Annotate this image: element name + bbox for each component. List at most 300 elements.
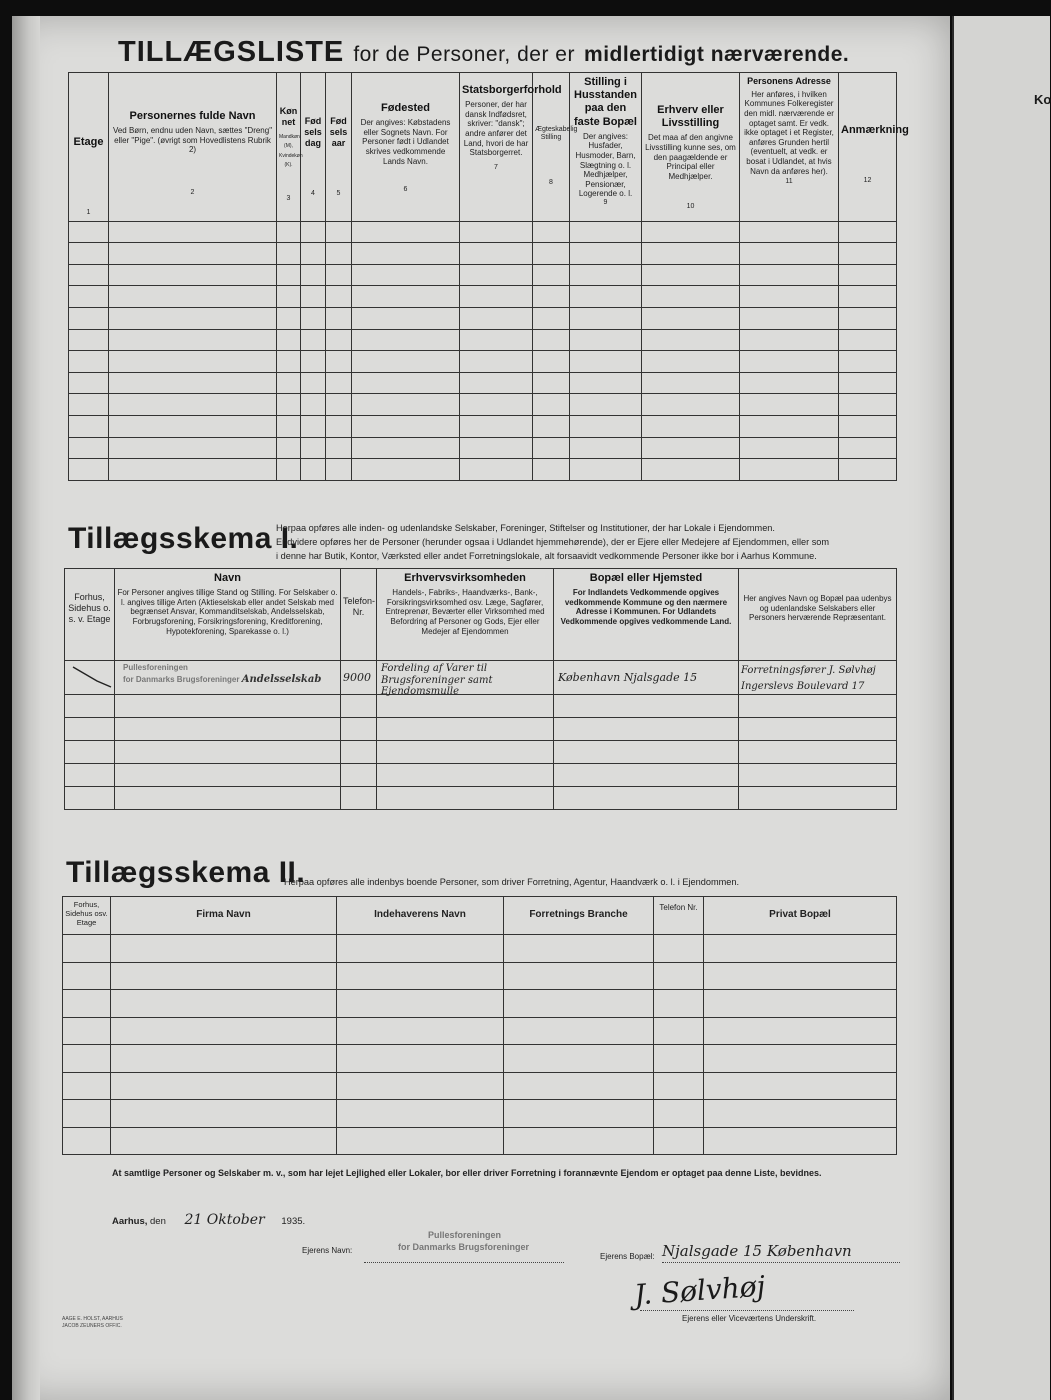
main-list-blank-cell	[533, 437, 570, 459]
skema2-blank-cell	[504, 1100, 654, 1128]
main-list-blank-cell	[533, 394, 570, 416]
s1-entry-navn	[115, 661, 341, 695]
main-list-blank-cell	[277, 307, 301, 329]
main-list-blank-cell	[352, 221, 460, 243]
main-list-blank-cell	[570, 221, 642, 243]
main-list-blank-cell	[109, 415, 277, 437]
main-list-blank-cell	[352, 437, 460, 459]
skema1-blank-cell	[739, 695, 897, 718]
main-list-blank-cell	[326, 286, 352, 308]
skema2-blank-cell	[504, 1017, 654, 1045]
signature: J. Sølvhøj	[633, 1269, 767, 1312]
s1-col-erhverv: Erhvervsvirksomheden Handels-, Fabriks-, Haandværks-, Bank-, Forsikringsvirksomhed osv. Læge, Sagfører, Entreprenør, Beværter eller Virksomhed med Befordring af Personer og Gods, Ejer eller Medejer af Ejendommen	[377, 569, 554, 661]
main-list-blank-cell	[277, 415, 301, 437]
main-list-blank-cell	[301, 437, 326, 459]
main-list-blank-cell	[740, 286, 839, 308]
main-list-blank-cell	[570, 394, 642, 416]
skema2-blank-cell	[654, 1072, 704, 1100]
page-binding	[12, 16, 40, 1400]
signature-label: Ejerens eller Viceværtens Underskrift.	[682, 1314, 817, 1323]
skema2-blank-cell	[63, 1017, 111, 1045]
s1-entry-etage	[65, 661, 115, 695]
skema1-blank-cell	[377, 787, 554, 810]
main-list-blank-cell	[642, 351, 740, 373]
main-list-table	[68, 72, 909, 481]
main-list-blank-cell	[533, 372, 570, 394]
main-list-blank-cell	[642, 286, 740, 308]
skema2-intro: Herpaa opføres alle indenbys boende Personer, som driver Forretning, Agentur, Haandværk o. l. i Ejendommen.	[284, 877, 740, 887]
main-list-blank-cell	[570, 351, 642, 373]
main-list-blank-cell	[642, 437, 740, 459]
skema1-blank-cell	[377, 764, 554, 787]
adjacent-page	[952, 16, 1050, 1400]
printer-mark	[62, 1316, 123, 1329]
main-list-blank-cell	[570, 329, 642, 351]
skema1-blank-cell	[115, 764, 341, 787]
main-list-blank-cell	[460, 351, 533, 373]
main-list-blank-cell	[460, 307, 533, 329]
main-list-blank-cell	[352, 459, 460, 481]
main-list-blank-cell	[570, 307, 642, 329]
main-list-blank-cell	[839, 307, 897, 329]
main-list-blank-cell	[326, 264, 352, 286]
skema2-blank-cell	[504, 1072, 654, 1100]
main-list-blank-cell	[642, 221, 740, 243]
main-list-blank-cell	[277, 351, 301, 373]
main-list-blank-cell	[460, 329, 533, 351]
skema2-blank-cell	[111, 1017, 337, 1045]
skema2-blank-cell	[654, 1045, 704, 1073]
main-list-blank-cell	[69, 372, 109, 394]
main-list-blank-cell	[740, 415, 839, 437]
skema2-blank-cell	[111, 990, 337, 1018]
s1-col-telefon: Telefon-Nr.	[341, 569, 377, 661]
main-list-blank-cell	[460, 264, 533, 286]
main-list-blank-cell	[69, 415, 109, 437]
signature-line	[640, 1310, 854, 1311]
main-list-blank-cell	[109, 459, 277, 481]
main-list-blank-cell	[301, 372, 326, 394]
main-list-blank-cell	[839, 264, 897, 286]
main-list-blank-cell	[642, 307, 740, 329]
main-list-blank-cell	[460, 437, 533, 459]
main-list-blank-cell	[570, 243, 642, 265]
main-list-blank-cell	[326, 307, 352, 329]
main-list-blank-cell	[109, 351, 277, 373]
main-list-blank-cell	[533, 351, 570, 373]
skema1-blank-cell	[65, 718, 115, 741]
main-list-blank-cell	[740, 372, 839, 394]
date-line	[112, 1212, 305, 1228]
skema1-blank-cell	[341, 718, 377, 741]
main-list-blank-cell	[642, 394, 740, 416]
main-list-blank-cell	[570, 264, 642, 286]
skema1-blank-cell	[554, 787, 739, 810]
main-list-blank-cell	[642, 264, 740, 286]
skema2-blank-cell	[63, 1100, 111, 1128]
skema1-blank-row	[65, 695, 897, 718]
skema1-header-row	[65, 569, 897, 661]
main-list-blank-cell	[642, 415, 740, 437]
main-list-blank-cell	[533, 286, 570, 308]
col-foedselsaar: Fødselsaar 5	[326, 73, 352, 222]
skema2-blank-cell	[654, 935, 704, 963]
main-list-blank-row	[69, 459, 897, 481]
skema1-blank-cell	[739, 718, 897, 741]
skema1-blank-cell	[115, 695, 341, 718]
skema2-blank-cell	[63, 1045, 111, 1073]
col-personens-adresse: Personens Adresse Her anføres, i hvilken Kommunes Folkeregister den midl. nærværende er optaget samt. Er vedk. ikke optaget i et Register, anføres Grunden hertil (eventuelt, at vedk. er bosat i Udlandet, at hvis Navn da anføres her). 11	[740, 73, 839, 222]
main-title	[118, 36, 849, 69]
s1-col-bopael: Bopæl eller Hjemsted For Indlandets Vedkommende opgives vedkommende Kommune og den nærmere Adresse i Kommunen. For Udlandets Vedkommende opgives vedkommende Land.	[554, 569, 739, 661]
main-list-blank-cell	[740, 459, 839, 481]
main-list-blank-cell	[570, 415, 642, 437]
skema1-intro-line3: i denne har Butik, Kontor, Værksted eller andet Forretningslokale, alt forsaavidt vedkommende Personer ikke bor i Aarhus Kommune.	[276, 550, 817, 561]
skema2-blank-row	[63, 990, 897, 1018]
main-list-blank-cell	[109, 286, 277, 308]
main-list-blank-cell	[109, 264, 277, 286]
main-list-blank-cell	[277, 243, 301, 265]
skema2-blank-cell	[111, 1045, 337, 1073]
main-list-blank-cell	[533, 459, 570, 481]
skema1-blank-cell	[341, 787, 377, 810]
year-value: 1935.	[281, 1216, 306, 1227]
skema1-blank-cell	[554, 764, 739, 787]
main-list-blank-cell	[326, 221, 352, 243]
main-list-blank-cell	[69, 459, 109, 481]
main-list-blank-cell	[839, 286, 897, 308]
main-list-blank-cell	[740, 437, 839, 459]
skema1-blank-cell	[115, 787, 341, 810]
main-list-blank-cell	[642, 329, 740, 351]
skema2-blank-row	[63, 1045, 897, 1073]
main-subtitle: for de Personer, der er	[353, 43, 575, 66]
skema1-intro-line2: Endvidere opføres her de Personer (herunder ogsaa i Udlandet hjemmehørende), der er Ejere eller Medejere af Ejendommen, eller som	[276, 536, 830, 547]
main-list-blank-cell	[69, 243, 109, 265]
main-list-blank-cell	[570, 437, 642, 459]
skema2-blank-cell	[337, 1127, 504, 1155]
s1-col-etage: Forhus, Sidehus o. s. v. Etage	[65, 569, 115, 661]
owner-stamp-line1: Pullesforeningen	[428, 1230, 502, 1240]
skema2-blank-cell	[504, 990, 654, 1018]
skema1-blank-cell	[377, 718, 554, 741]
skema1-table	[64, 568, 897, 810]
main-list-blank-cell	[460, 459, 533, 481]
main-list-blank-cell	[326, 437, 352, 459]
main-list-blank-cell	[460, 372, 533, 394]
main-list-blank-cell	[839, 329, 897, 351]
main-list-blank-cell	[533, 415, 570, 437]
s2-col-indehaver: Indehaverens Navn	[337, 897, 504, 935]
main-list-blank-cell	[570, 286, 642, 308]
main-list-blank-cell	[642, 243, 740, 265]
main-list-blank-cell	[109, 437, 277, 459]
main-list-blank-cell	[277, 372, 301, 394]
owner-stamp-line2: for Danmarks Brugsforeninger	[398, 1241, 530, 1252]
skema1-blank-cell	[554, 741, 739, 764]
skema2-blank-cell	[337, 1017, 504, 1045]
skema1-blank-cell	[554, 718, 739, 741]
main-list-blank-cell	[839, 437, 897, 459]
skema2-blank-cell	[504, 1045, 654, 1073]
main-list-blank-cell	[740, 264, 839, 286]
main-list-blank-cell	[839, 394, 897, 416]
main-list-blank-cell	[570, 459, 642, 481]
skema2-blank-cell	[337, 1045, 504, 1073]
skema1-entry-row	[65, 661, 897, 695]
owner-address: Njalsgade 15 København	[662, 1242, 852, 1260]
main-list-blank-cell	[570, 372, 642, 394]
skema2-blank-cell	[704, 962, 897, 990]
main-list-blank-cell	[460, 221, 533, 243]
skema1-title: Tillægsskema I.	[68, 522, 299, 555]
main-list-blank-cell	[109, 394, 277, 416]
col-koennet: Kønnet Mandkøn (M), Kvindekøn (K). 3	[277, 73, 301, 222]
col-stilling-husstand: Stilling i Husstanden paa den faste Bopæl Der angives: Husfader, Husmoder, Barn, Slægtning o. l. Medhjælper, Pensionær, Logerende o. l. 9	[570, 73, 642, 222]
col-foedested: Fødested Der angives: Købstadens eller Sognets Navn. For Personer født i Udlandet skrives vedkommende Lands Navn. 6	[352, 73, 460, 222]
skema2-blank-cell	[63, 1127, 111, 1155]
main-list-blank-cell	[352, 243, 460, 265]
printer-line1: AAGE E. HOLST, AARHUS	[62, 1316, 123, 1322]
main-list-blank-row	[69, 437, 897, 459]
skema2-blank-cell	[63, 962, 111, 990]
skema1-blank-row	[65, 741, 897, 764]
main-list-blank-cell	[277, 394, 301, 416]
main-list-blank-row	[69, 329, 897, 351]
s1-rep-line1: Forretningsfører J. Sølvhøj	[741, 665, 876, 676]
dash-mark-icon	[65, 661, 115, 695]
main-list-header-row	[69, 73, 897, 222]
s2-col-etage: Forhus, Sidehus osv. Etage	[63, 897, 111, 935]
main-list-blank-row	[69, 415, 897, 437]
skema1-blank-cell	[377, 741, 554, 764]
main-list-blank-cell	[839, 372, 897, 394]
main-list-blank-cell	[839, 459, 897, 481]
main-list-blank-cell	[277, 264, 301, 286]
skema2-blank-cell	[337, 1100, 504, 1128]
col-aegteskabelig: Ægteskabelig Stilling 8	[533, 73, 570, 222]
main-list-blank-cell	[352, 286, 460, 308]
main-list-blank-cell	[642, 459, 740, 481]
main-list-blank-cell	[69, 351, 109, 373]
main-list-blank-row	[69, 286, 897, 308]
skema2-blank-cell	[111, 1100, 337, 1128]
skema2-blank-cell	[111, 935, 337, 963]
main-list-blank-cell	[326, 415, 352, 437]
skema1-blank-cell	[115, 718, 341, 741]
s1-entry-telefon: 9000	[341, 661, 377, 695]
main-list-blank-cell	[109, 221, 277, 243]
main-list-blank-row	[69, 351, 897, 373]
main-list-blank-cell	[69, 394, 109, 416]
main-list-blank-cell	[533, 243, 570, 265]
skema2-blank-cell	[504, 1127, 654, 1155]
den-label: den	[150, 1216, 166, 1227]
col-erhverv: Erhverv eller Livsstilling Det maa af den angivne Livsstilling kunne ses, om den paagældende er Principal eller Medhjælper. 10	[642, 73, 740, 222]
s1-entry-bopael: København Njalsgade 15	[554, 661, 739, 695]
skema2-blank-cell	[654, 1100, 704, 1128]
main-list-blank-cell	[109, 243, 277, 265]
main-list-blank-cell	[533, 264, 570, 286]
main-list-blank-cell	[352, 307, 460, 329]
skema1-blank-cell	[341, 764, 377, 787]
main-list-blank-cell	[69, 437, 109, 459]
main-list-blank-row	[69, 372, 897, 394]
main-list-blank-cell	[277, 329, 301, 351]
main-list-blank-cell	[839, 221, 897, 243]
skema2-blank-cell	[504, 935, 654, 963]
main-list-blank-cell	[69, 329, 109, 351]
skema2-blank-cell	[63, 1072, 111, 1100]
skema1-blank-row	[65, 764, 897, 787]
s1-stamp: Pullesforeningen for Danmarks Brugsforeninger Andelsselskab	[123, 663, 322, 686]
main-list-blank-cell	[326, 459, 352, 481]
col-anmaerkning: Anmærkning 12	[839, 73, 897, 222]
col-fulde-navn: Personernes fulde Navn Ved Børn, endnu uden Navn, sættes "Dreng" eller "Pige". (øvrigt som Hovedlistens Rubrik 2) 2	[109, 73, 277, 222]
skema2-blank-row	[63, 962, 897, 990]
main-list-blank-cell	[277, 286, 301, 308]
main-list-blank-cell	[839, 243, 897, 265]
main-list-blank-cell	[352, 415, 460, 437]
skema1-blank-cell	[739, 764, 897, 787]
main-list-blank-cell	[352, 394, 460, 416]
owner-name-label: Ejerens Navn:	[302, 1246, 353, 1255]
main-list-blank-cell	[69, 264, 109, 286]
main-list-blank-cell	[109, 372, 277, 394]
s2-col-firma: Firma Navn	[111, 897, 337, 935]
main-list-blank-cell	[301, 286, 326, 308]
s1-entry-repraesentant	[739, 661, 897, 695]
skema2-blank-cell	[704, 935, 897, 963]
main-list-blank-cell	[460, 394, 533, 416]
skema2-blank-cell	[654, 990, 704, 1018]
skema1-blank-cell	[65, 764, 115, 787]
skema2-blank-cell	[337, 1072, 504, 1100]
skema1-blank-cell	[65, 787, 115, 810]
skema2-blank-cell	[654, 1017, 704, 1045]
main-list-blank-cell	[301, 221, 326, 243]
skema2-header-row	[63, 897, 897, 935]
main-list-blank-cell	[460, 243, 533, 265]
main-list-blank-cell	[352, 329, 460, 351]
main-list-blank-cell	[839, 351, 897, 373]
main-list-blank-cell	[69, 221, 109, 243]
main-list-blank-cell	[352, 351, 460, 373]
main-list-blank-cell	[277, 459, 301, 481]
main-list-blank-cell	[740, 243, 839, 265]
date-handwritten: 21 Oktober	[184, 1212, 265, 1228]
skema2-blank-cell	[704, 990, 897, 1018]
main-list-blank-cell	[460, 286, 533, 308]
skema2-table	[62, 896, 897, 1155]
main-list-blank-cell	[69, 307, 109, 329]
skema2-blank-row	[63, 1127, 897, 1155]
main-list-blank-row	[69, 394, 897, 416]
main-list-blank-cell	[740, 329, 839, 351]
s2-col-telefon: Telefon Nr.	[654, 897, 704, 935]
skema2-blank-cell	[504, 962, 654, 990]
owner-address-label: Ejerens Bopæl:	[600, 1252, 655, 1261]
main-list-blank-cell	[301, 329, 326, 351]
main-list-blank-cell	[109, 329, 277, 351]
col-etage: Etage 1	[69, 73, 109, 222]
place-label: Aarhus,	[112, 1216, 148, 1227]
main-list-blank-cell	[352, 264, 460, 286]
main-list-blank-cell	[740, 221, 839, 243]
main-list-blank-cell	[277, 437, 301, 459]
main-list-blank-cell	[326, 243, 352, 265]
main-title-word: TILLÆGSLISTE	[118, 36, 345, 68]
skema2-blank-cell	[111, 962, 337, 990]
skema1-blank-cell	[115, 741, 341, 764]
owner-address-line	[662, 1262, 900, 1263]
certification-text: At samtlige Personer og Selskaber m. v., som har lejet Lejlighed eller Lokaler, bor eller driver Forretning i forannævnte Ejendom er optaget paa denne Liste, bevidnes.	[112, 1168, 822, 1178]
main-list-blank-cell	[326, 329, 352, 351]
printer-line2: JACOB ZEUNERS OFFIC.	[62, 1322, 122, 1329]
main-list-blank-cell	[109, 307, 277, 329]
main-list-blank-row	[69, 243, 897, 265]
main-list-blank-cell	[301, 264, 326, 286]
skema2-blank-row	[63, 1100, 897, 1128]
main-list-blank-cell	[301, 307, 326, 329]
skema2-blank-cell	[704, 1100, 897, 1128]
main-list-blank-cell	[69, 286, 109, 308]
skema2-blank-row	[63, 935, 897, 963]
skema1-blank-cell	[377, 695, 554, 718]
skema1-blank-cell	[739, 741, 897, 764]
main-list-blank-cell	[301, 351, 326, 373]
main-list-blank-cell	[740, 351, 839, 373]
main-list-blank-cell	[533, 307, 570, 329]
skema2-blank-cell	[654, 962, 704, 990]
main-list-blank-cell	[301, 459, 326, 481]
main-list-blank-cell	[301, 394, 326, 416]
main-list-blank-cell	[642, 372, 740, 394]
s1-rep-line2: Ingerslevs Boulevard 17	[741, 681, 865, 692]
skema2-title: Tillægsskema II.	[66, 856, 306, 889]
main-list-blank-cell	[301, 243, 326, 265]
skema1-blank-cell	[554, 695, 739, 718]
col-statsborgerforhold: Statsborgerforhold Personer, der har dansk Indfødsret, skriver: "dansk"; andre anfører det Land, hvori de har Statsborgerret. 7	[460, 73, 533, 222]
main-list-blank-cell	[839, 415, 897, 437]
skema2-blank-row	[63, 1072, 897, 1100]
main-list-blank-row	[69, 307, 897, 329]
skema2-blank-cell	[704, 1072, 897, 1100]
s1-col-navn: Navn For Personer angives tillige Stand og Stilling. For Selskaber o. l. angives tillige Arten (Aktieselskab eller andet Selskab med begrænset Ansvar, Kommanditselskab, Andelsselskab, Forbrugsforening, Forsikringsforening, Kreditforening, Hypotekforening, Sparekasse o. l.)	[115, 569, 341, 661]
skema2-blank-row	[63, 1017, 897, 1045]
col-foedselsdag: Fødselsdag 4	[301, 73, 326, 222]
skema2-blank-cell	[63, 990, 111, 1018]
s1-name-suffix: Andelsselskab	[241, 674, 322, 686]
s1-col-repraesentant: Her angives Navn og Bopæl paa udenbys og udenlandske Selskabers eller Personers herværende Repræsentant.	[739, 569, 897, 661]
skema1-blank-cell	[739, 787, 897, 810]
s2-col-branche: Forretnings Branche	[504, 897, 654, 935]
main-list-blank-row	[69, 221, 897, 243]
main-list-blank-cell	[326, 394, 352, 416]
main-list-blank-cell	[277, 221, 301, 243]
adjacent-page-tab: Ko	[1034, 92, 1051, 107]
skema2-blank-cell	[337, 935, 504, 963]
skema1-blank-cell	[65, 695, 115, 718]
main-subtitle-bold: midlertidigt nærværende.	[584, 43, 850, 66]
skema1-blank-cell	[65, 741, 115, 764]
main-list-blank-cell	[533, 329, 570, 351]
skema1-blank-cell	[341, 695, 377, 718]
skema2-blank-cell	[704, 1017, 897, 1045]
skema2-blank-cell	[704, 1045, 897, 1073]
skema1-intro	[276, 522, 896, 563]
main-list-blank-cell	[740, 307, 839, 329]
